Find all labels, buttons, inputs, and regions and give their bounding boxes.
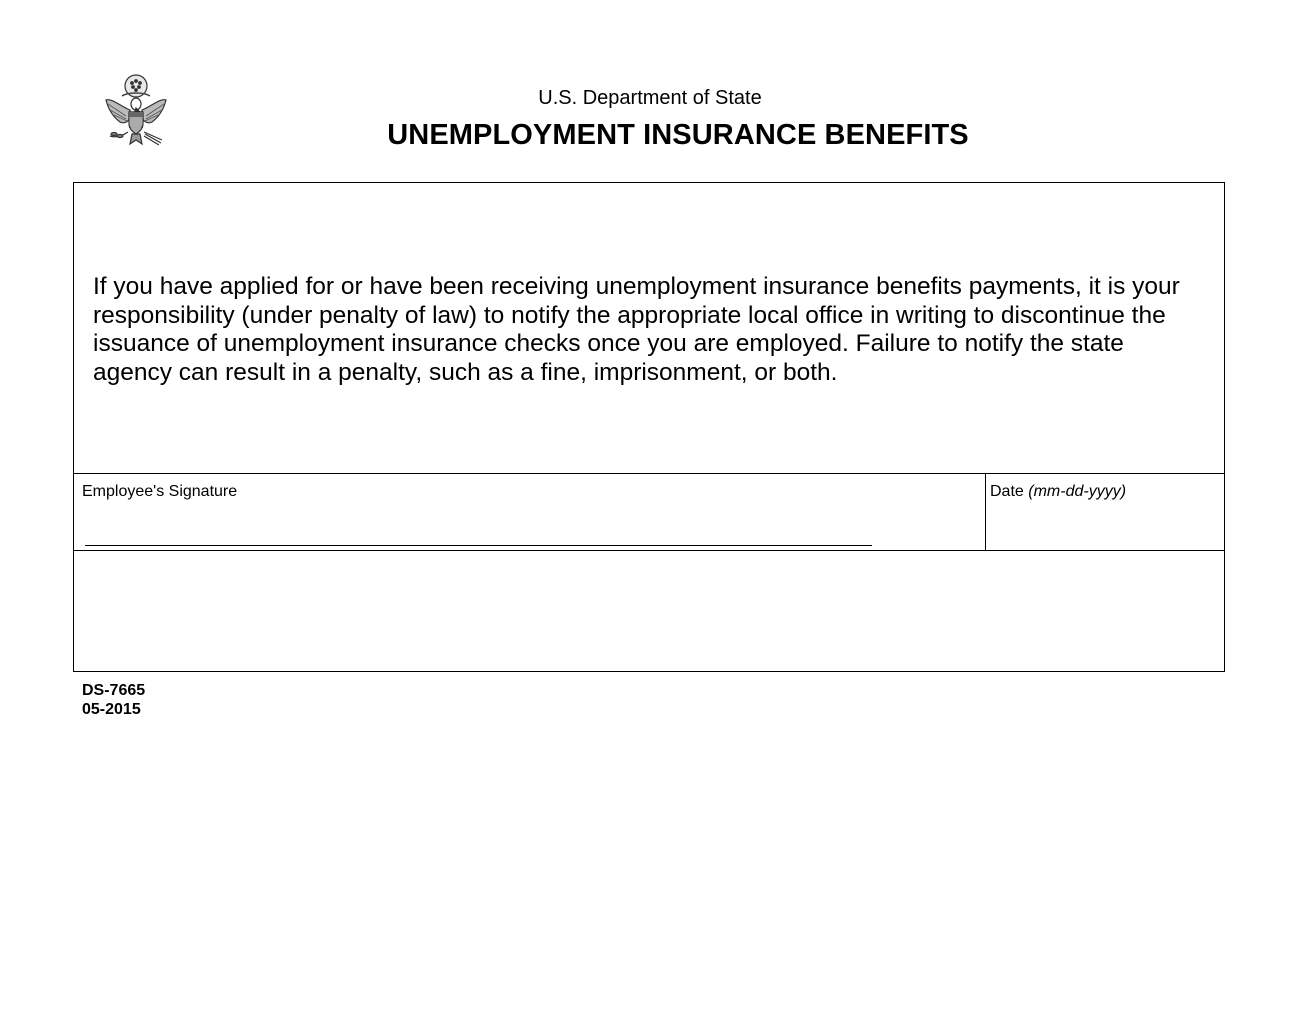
date-label-text: Date [990, 483, 1024, 500]
date-format-hint: (mm-dd-yyyy) [1028, 483, 1127, 500]
form-title: UNEMPLOYMENT INSURANCE BENEFITS [387, 119, 969, 151]
date-label [990, 483, 1126, 501]
blank-section [74, 551, 1224, 671]
form-revision-date: 05-2015 [82, 701, 141, 718]
form-identifier [82, 681, 145, 719]
notice-text: If you have applied for or have been receiving unemployment insurance benefits payments, it is your responsibility (under penalty of law) to notify the appropriate local office in writing to discontinue the issuance of unemployment insurance checks once you are employed. Failure to notify the state agency can result in a penalty, such as a fine, imprisonment, or both. [93, 273, 1180, 386]
agency-name: U.S. Department of State [538, 87, 762, 109]
signature-label: Employee's Signature [82, 483, 238, 500]
row-divider [73, 473, 1225, 474]
signature-field[interactable] [85, 505, 876, 545]
date-field[interactable] [990, 505, 1222, 545]
signature-line [85, 545, 872, 546]
column-divider [985, 473, 986, 551]
form-number: DS-7665 [82, 682, 146, 699]
great-seal-icon [98, 72, 174, 154]
